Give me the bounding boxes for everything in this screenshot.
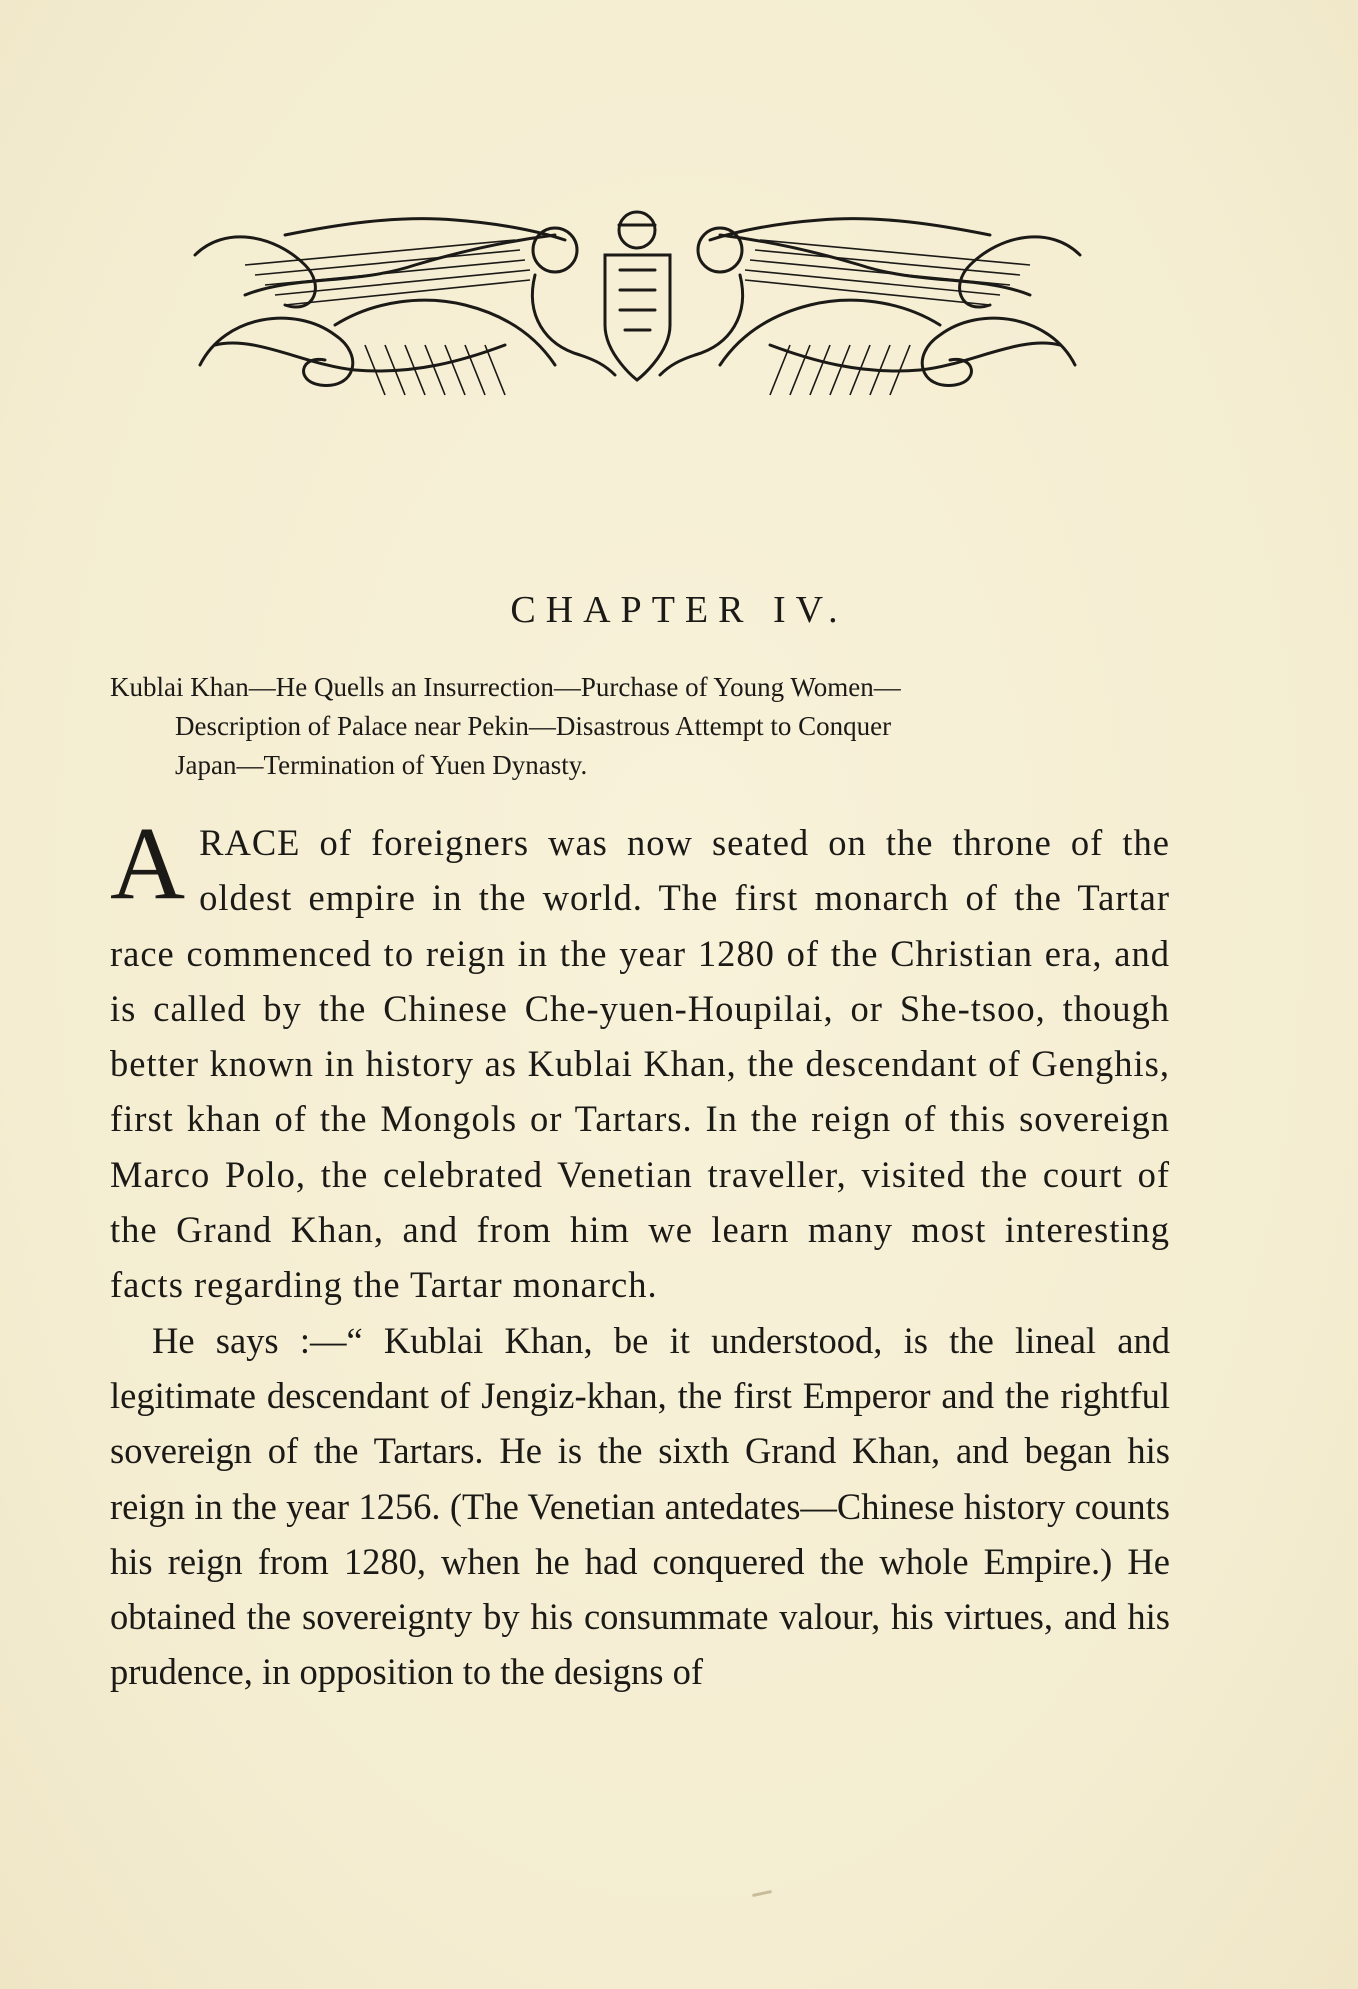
chapter-summary bbox=[110, 668, 1170, 785]
summary-line: Kublai Khan—He Quells an Insurrection—Purchase of Young Women— bbox=[110, 672, 901, 702]
body-text bbox=[110, 806, 1170, 1700]
paragraph-text: RACE of foreigners was now seated on the throne of the oldest empire in the world. The first monarch of the Tartar race commenced to reign in the year 1280 of the Christian era, and is called by the Chinese Che-yuen-Houpilai, or She-tsoo, though better known in history as Kublai Khan, the descendant of Genghis, first khan of the Mongols or Tartars. In the reign of this sovereign Marco Polo, the celebrated Venetian traveller, visited the court of the Grand Khan, and from him we learn many most interesting facts regarding the Tartar monarch. bbox=[110, 822, 1170, 1306]
paragraph bbox=[110, 806, 1170, 1313]
page-smudge bbox=[752, 1890, 772, 1897]
summary-line: Japan—Termination of Yuen Dynasty. bbox=[175, 750, 588, 780]
drop-cap: A bbox=[110, 806, 186, 921]
summary-line: Description of Palace near Pekin—Disastrous Attempt to Conquer bbox=[175, 711, 892, 741]
headpiece-ornament-icon bbox=[185, 195, 1090, 405]
chapter-title: CHAPTER IV. bbox=[510, 589, 848, 631]
paragraph: He says :—“ Kublai Khan, be it understood, is the lineal and legitimate descendant of Jengiz-khan, the first Emperor and the rightful sovereign of the Tartars. He is the sixth Grand Khan, and began his reign in the year 1256. (The Venetian antedates—Chinese history counts his reign from 1280, when he had conquered the whole Empire.) He obtained the sovereignty by his consummate valour, his virtues, and his prudence, in opposition to the designs of bbox=[110, 1319, 1170, 1693]
